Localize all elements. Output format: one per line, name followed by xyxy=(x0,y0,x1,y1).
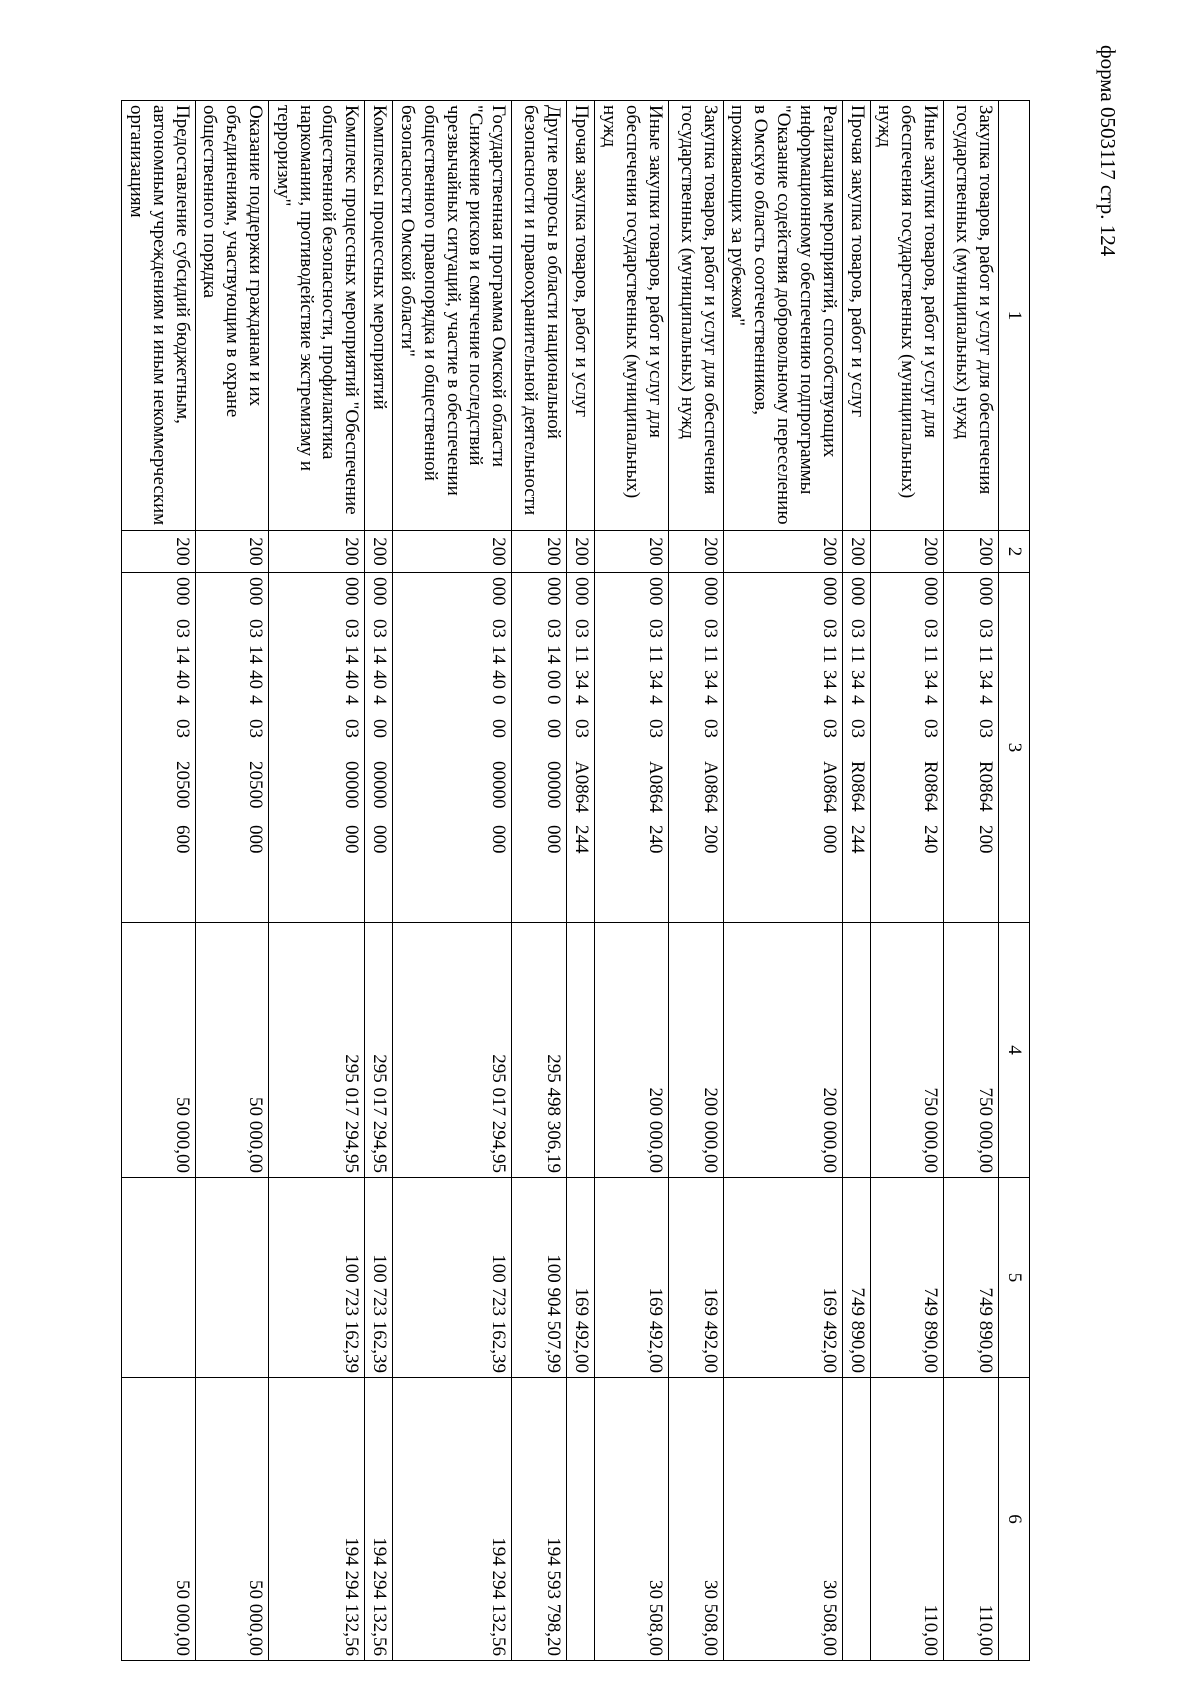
budget-code-segment: 00000 xyxy=(488,761,510,809)
budget-code-segment: 34 xyxy=(818,670,840,689)
budget-code-cell xyxy=(723,573,842,923)
budget-code-segment: 03 xyxy=(644,619,666,638)
budget-code-segment: 11 xyxy=(644,645,666,664)
unexecuted-amount-cell: 194 593 798,20 xyxy=(512,1378,567,1661)
budget-code-segment: 03 xyxy=(920,619,941,638)
unexecuted-amount-cell: 50 000,00 xyxy=(195,1378,268,1661)
unexecuted-amount-cell: 194 294 132,56 xyxy=(393,1378,512,1661)
budget-code-segment: 4 xyxy=(699,695,721,705)
budget-code-segment: A0864 xyxy=(571,761,593,813)
budget-code-segment: R0864 xyxy=(975,761,996,812)
budget-code-segment: 11 xyxy=(818,645,840,664)
line-code-cell: 200 xyxy=(512,531,567,573)
executed-amount-cell: 100 723 162,39 xyxy=(365,1178,393,1378)
budget-code-segment: 14 xyxy=(369,645,391,664)
executed-amount-cell: 169 492,00 xyxy=(723,1178,842,1378)
budget-code-segment: 00 xyxy=(488,719,510,738)
line-code-cell: 200 xyxy=(723,531,842,573)
budget-code-cell xyxy=(393,573,512,923)
budget-code-segment: 000 xyxy=(245,577,267,606)
executed-amount-cell xyxy=(122,1178,195,1378)
column-header: 4 xyxy=(999,923,1030,1178)
budget-code-segment: 40 xyxy=(488,670,510,689)
budget-code-segment: 20500 xyxy=(245,761,267,809)
executed-amount-cell: 169 492,00 xyxy=(567,1178,595,1378)
approved-amount-cell: 200 000,00 xyxy=(723,923,842,1178)
table-row xyxy=(512,101,567,1661)
budget-code-segment: 4 xyxy=(571,695,593,705)
budget-code-segment: 03 xyxy=(818,619,840,638)
executed-amount-cell: 100 904 507,99 xyxy=(512,1178,567,1378)
budget-code-segment: 000 xyxy=(369,825,391,854)
budget-code-segment: 03 xyxy=(571,619,593,638)
budget-code-segment: 000 xyxy=(543,577,565,606)
budget-code-segment: 40 xyxy=(245,670,267,689)
budget-code-segment: 03 xyxy=(975,619,996,638)
line-code-cell: 200 xyxy=(393,531,512,573)
table-row xyxy=(195,101,268,1661)
approved-amount-cell: 295 498 306,19 xyxy=(512,923,567,1178)
budget-code-segment: 600 xyxy=(171,825,193,854)
line-code-cell: 200 xyxy=(269,531,365,573)
budget-code-segment: 4 xyxy=(171,695,193,705)
column-header: 2 xyxy=(999,531,1030,573)
budget-code-segment: 03 xyxy=(846,619,868,638)
budget-code-segment: 000 xyxy=(920,577,941,606)
unexecuted-amount-cell: 194 294 132,56 xyxy=(269,1378,365,1661)
row-name-cell: Другие вопросы в области национальной безопасности и правоохранительной деятельности xyxy=(512,101,567,531)
budget-code-segment: 11 xyxy=(920,645,941,664)
budget-code-segment: 03 xyxy=(571,719,593,738)
approved-amount-cell: 50 000,00 xyxy=(195,923,268,1178)
budget-code-segment: 000 xyxy=(644,577,666,606)
executed-amount-cell: 169 492,00 xyxy=(595,1178,668,1378)
budget-code-cell xyxy=(195,573,268,923)
budget-code-segment: A0864 xyxy=(818,761,840,813)
unexecuted-amount-cell: 110,00 xyxy=(944,1378,999,1661)
column-header: 5 xyxy=(999,1178,1030,1378)
budget-code-segment: 03 xyxy=(245,719,267,738)
budget-code-segment: 34 xyxy=(975,670,996,689)
budget-code-segment: 40 xyxy=(171,670,193,689)
budget-code-segment: 03 xyxy=(699,719,721,738)
budget-code-cell xyxy=(512,573,567,923)
budget-code-segment: 4 xyxy=(369,695,391,705)
budget-code-segment: R0864 xyxy=(920,761,941,812)
approved-amount-cell xyxy=(567,923,595,1178)
budget-code-segment: 4 xyxy=(920,695,941,705)
approved-amount-cell: 295 017 294,95 xyxy=(393,923,512,1178)
budget-code-segment: 4 xyxy=(818,695,840,705)
line-code-cell: 200 xyxy=(567,531,595,573)
approved-amount-cell: 200 000,00 xyxy=(668,923,723,1178)
budget-code-segment: 000 xyxy=(975,577,996,606)
budget-code-segment: 11 xyxy=(571,645,593,664)
budget-code-segment: 34 xyxy=(644,670,666,689)
table-row xyxy=(944,101,999,1661)
budget-code-segment: 03 xyxy=(644,719,666,738)
executed-amount-cell: 749 890,00 xyxy=(944,1178,999,1378)
budget-code-segment: 000 xyxy=(699,577,721,606)
budget-code-segment: 240 xyxy=(920,825,941,854)
budget-code-segment: 000 xyxy=(818,825,840,854)
budget-code-segment: 000 xyxy=(818,577,840,606)
budget-code-segment: 03 xyxy=(171,619,193,638)
budget-code-segment: 00000 xyxy=(543,761,565,809)
executed-amount-cell: 749 890,00 xyxy=(870,1178,943,1378)
budget-code-segment: 00000 xyxy=(341,761,363,809)
budget-code-segment: A0864 xyxy=(644,761,666,813)
budget-code-cell xyxy=(595,573,668,923)
budget-code-segment: 40 xyxy=(369,670,391,689)
table-row xyxy=(365,101,393,1661)
approved-amount-cell: 750 000,00 xyxy=(870,923,943,1178)
line-code-cell: 200 xyxy=(842,531,870,573)
budget-code-segment: 03 xyxy=(975,719,996,738)
table-row xyxy=(870,101,943,1661)
budget-code-segment: 34 xyxy=(846,670,868,689)
budget-code-segment: 00000 xyxy=(369,761,391,809)
budget-code-segment: 200 xyxy=(975,825,996,854)
budget-code-segment: 34 xyxy=(699,670,721,689)
unexecuted-amount-cell: 30 508,00 xyxy=(668,1378,723,1661)
budget-code-segment: 00 xyxy=(543,670,565,689)
row-name-cell: Закупка товаров, работ и услуг для обеспечения государственных (муниципальных) нужд xyxy=(944,101,999,531)
budget-code-segment: 14 xyxy=(341,645,363,664)
budget-code-segment: 03 xyxy=(543,619,565,638)
table-row xyxy=(122,101,195,1661)
budget-code-segment: 03 xyxy=(341,719,363,738)
rotated-table-container xyxy=(110,100,1030,1660)
budget-code-segment: 000 xyxy=(846,577,868,606)
approved-amount-cell: 750 000,00 xyxy=(944,923,999,1178)
budget-code-segment: R0864 xyxy=(846,761,868,812)
line-code-cell: 200 xyxy=(195,531,268,573)
budget-code-segment: 40 xyxy=(341,670,363,689)
row-name-cell: Прочая закупка товаров, работ и услуг xyxy=(842,101,870,531)
row-name-cell: Комплекс процессных мероприятий "Обеспечение общественной безопасности, профилактика наркомании, противодействие экстремизму и терроризму" xyxy=(269,101,365,531)
budget-code-segment: 14 xyxy=(171,645,193,664)
form-number-label: форма 0503117 стр. 124 xyxy=(1096,45,1120,257)
budget-code-segment: 03 xyxy=(245,619,267,638)
budget-code-segment: 000 xyxy=(369,577,391,606)
budget-code-segment: 244 xyxy=(846,825,868,854)
unexecuted-amount-cell xyxy=(567,1378,595,1661)
column-number-row xyxy=(999,101,1030,1661)
line-code-cell: 200 xyxy=(122,531,195,573)
budget-code-segment: 4 xyxy=(341,695,363,705)
budget-code-segment: 03 xyxy=(369,619,391,638)
budget-code-segment: A0864 xyxy=(699,761,721,813)
row-name-cell: Предоставление субсидий бюджетным, автономным учреждениям и иным некоммерческим организациям xyxy=(122,101,195,531)
row-name-cell: Прочая закупка товаров, работ и услуг xyxy=(567,101,595,531)
budget-code-segment: 000 xyxy=(341,577,363,606)
approved-amount-cell: 295 017 294,95 xyxy=(365,923,393,1178)
table-row xyxy=(393,101,512,1661)
budget-code-segment: 03 xyxy=(846,719,868,738)
budget-code-cell xyxy=(944,573,999,923)
budget-code-segment: 000 xyxy=(488,577,510,606)
budget-code-segment: 4 xyxy=(846,695,868,705)
budget-table xyxy=(121,100,1030,1661)
line-code-cell: 200 xyxy=(668,531,723,573)
row-name-cell: Закупка товаров, работ и услуг для обеспечения государственных (муниципальных) нужд xyxy=(668,101,723,531)
budget-code-segment: 244 xyxy=(571,825,593,854)
budget-code-segment: 03 xyxy=(341,619,363,638)
unexecuted-amount-cell: 30 508,00 xyxy=(723,1378,842,1661)
budget-code-segment: 03 xyxy=(171,719,193,738)
budget-code-segment: 03 xyxy=(699,619,721,638)
budget-code-cell xyxy=(365,573,393,923)
executed-amount-cell xyxy=(195,1178,268,1378)
line-code-cell: 200 xyxy=(595,531,668,573)
table-row xyxy=(723,101,842,1661)
column-header: 6 xyxy=(999,1378,1030,1661)
table-row xyxy=(842,101,870,1661)
approved-amount-cell: 50 000,00 xyxy=(122,923,195,1178)
budget-code-segment: 14 xyxy=(245,645,267,664)
budget-code-segment: 000 xyxy=(245,825,267,854)
budget-code-segment: 4 xyxy=(245,695,267,705)
budget-code-cell xyxy=(870,573,943,923)
budget-code-cell xyxy=(842,573,870,923)
column-header: 3 xyxy=(999,573,1030,923)
approved-amount-cell: 200 000,00 xyxy=(595,923,668,1178)
budget-code-segment: 11 xyxy=(975,645,996,664)
executed-amount-cell: 100 723 162,39 xyxy=(393,1178,512,1378)
unexecuted-amount-cell: 110,00 xyxy=(870,1378,943,1661)
row-name-cell: Иные закупки товаров, работ и услуг для обеспечения государственных (муниципальных) нужд xyxy=(595,101,668,531)
budget-code-segment: 11 xyxy=(699,645,721,664)
budget-code-segment: 4 xyxy=(644,695,666,705)
row-name-cell: Комплексы процессных мероприятий xyxy=(365,101,393,531)
unexecuted-amount-cell: 194 294 132,56 xyxy=(365,1378,393,1661)
line-code-cell: 200 xyxy=(870,531,943,573)
budget-code-cell xyxy=(567,573,595,923)
budget-code-segment: 11 xyxy=(846,645,868,664)
budget-code-cell xyxy=(269,573,365,923)
budget-code-segment: 000 xyxy=(488,825,510,854)
budget-code-segment: 000 xyxy=(571,577,593,606)
table-body xyxy=(122,101,999,1661)
table-row xyxy=(595,101,668,1661)
table-row xyxy=(668,101,723,1661)
budget-code-segment: 14 xyxy=(488,645,510,664)
budget-code-segment: 000 xyxy=(171,577,193,606)
executed-amount-cell: 169 492,00 xyxy=(668,1178,723,1378)
unexecuted-amount-cell: 30 508,00 xyxy=(595,1378,668,1661)
line-code-cell: 200 xyxy=(365,531,393,573)
executed-amount-cell: 749 890,00 xyxy=(842,1178,870,1378)
approved-amount-cell xyxy=(842,923,870,1178)
unexecuted-amount-cell: 50 000,00 xyxy=(122,1378,195,1661)
budget-code-segment: 200 xyxy=(699,825,721,854)
budget-code-segment: 34 xyxy=(920,670,941,689)
row-name-cell: Государственная программа Омской области "Снижение рисков и смягчение последствий чрезвычайных ситуаций, участие в обеспечении общественного правопорядка и общественной безопасности Омской области" xyxy=(393,101,512,531)
budget-code-cell xyxy=(668,573,723,923)
budget-code-segment: 000 xyxy=(341,825,363,854)
budget-code-segment: 03 xyxy=(488,619,510,638)
budget-code-segment: 14 xyxy=(543,645,565,664)
budget-code-segment: 00 xyxy=(543,719,565,738)
executed-amount-cell: 100 723 162,39 xyxy=(269,1178,365,1378)
approved-amount-cell: 295 017 294,95 xyxy=(269,923,365,1178)
table-row xyxy=(567,101,595,1661)
budget-code-segment: 03 xyxy=(818,719,840,738)
column-header: 1 xyxy=(999,101,1030,531)
budget-code-segment: 0 xyxy=(543,695,565,705)
table-row xyxy=(269,101,365,1661)
budget-code-segment: 4 xyxy=(975,695,996,705)
budget-code-cell xyxy=(122,573,195,923)
unexecuted-amount-cell xyxy=(842,1378,870,1661)
budget-code-segment: 000 xyxy=(543,825,565,854)
budget-code-segment: 03 xyxy=(920,719,941,738)
row-name-cell: Оказание поддержки гражданам и их объединениям, участвующим в охране общественного порядка xyxy=(195,101,268,531)
budget-code-segment: 0 xyxy=(488,695,510,705)
budget-code-segment: 34 xyxy=(571,670,593,689)
budget-code-segment: 240 xyxy=(644,825,666,854)
budget-code-segment: 00 xyxy=(369,719,391,738)
budget-code-segment: 20500 xyxy=(171,761,193,809)
row-name-cell: Иные закупки товаров, работ и услуг для обеспечения государственных (муниципальных) нужд xyxy=(870,101,943,531)
row-name-cell: Реализация мероприятий, способствующих информационному обеспечению подпрограммы "Оказание содействия добровольному переселению в Омскую область соотечественников, проживающих за рубежом" xyxy=(723,101,842,531)
line-code-cell: 200 xyxy=(944,531,999,573)
